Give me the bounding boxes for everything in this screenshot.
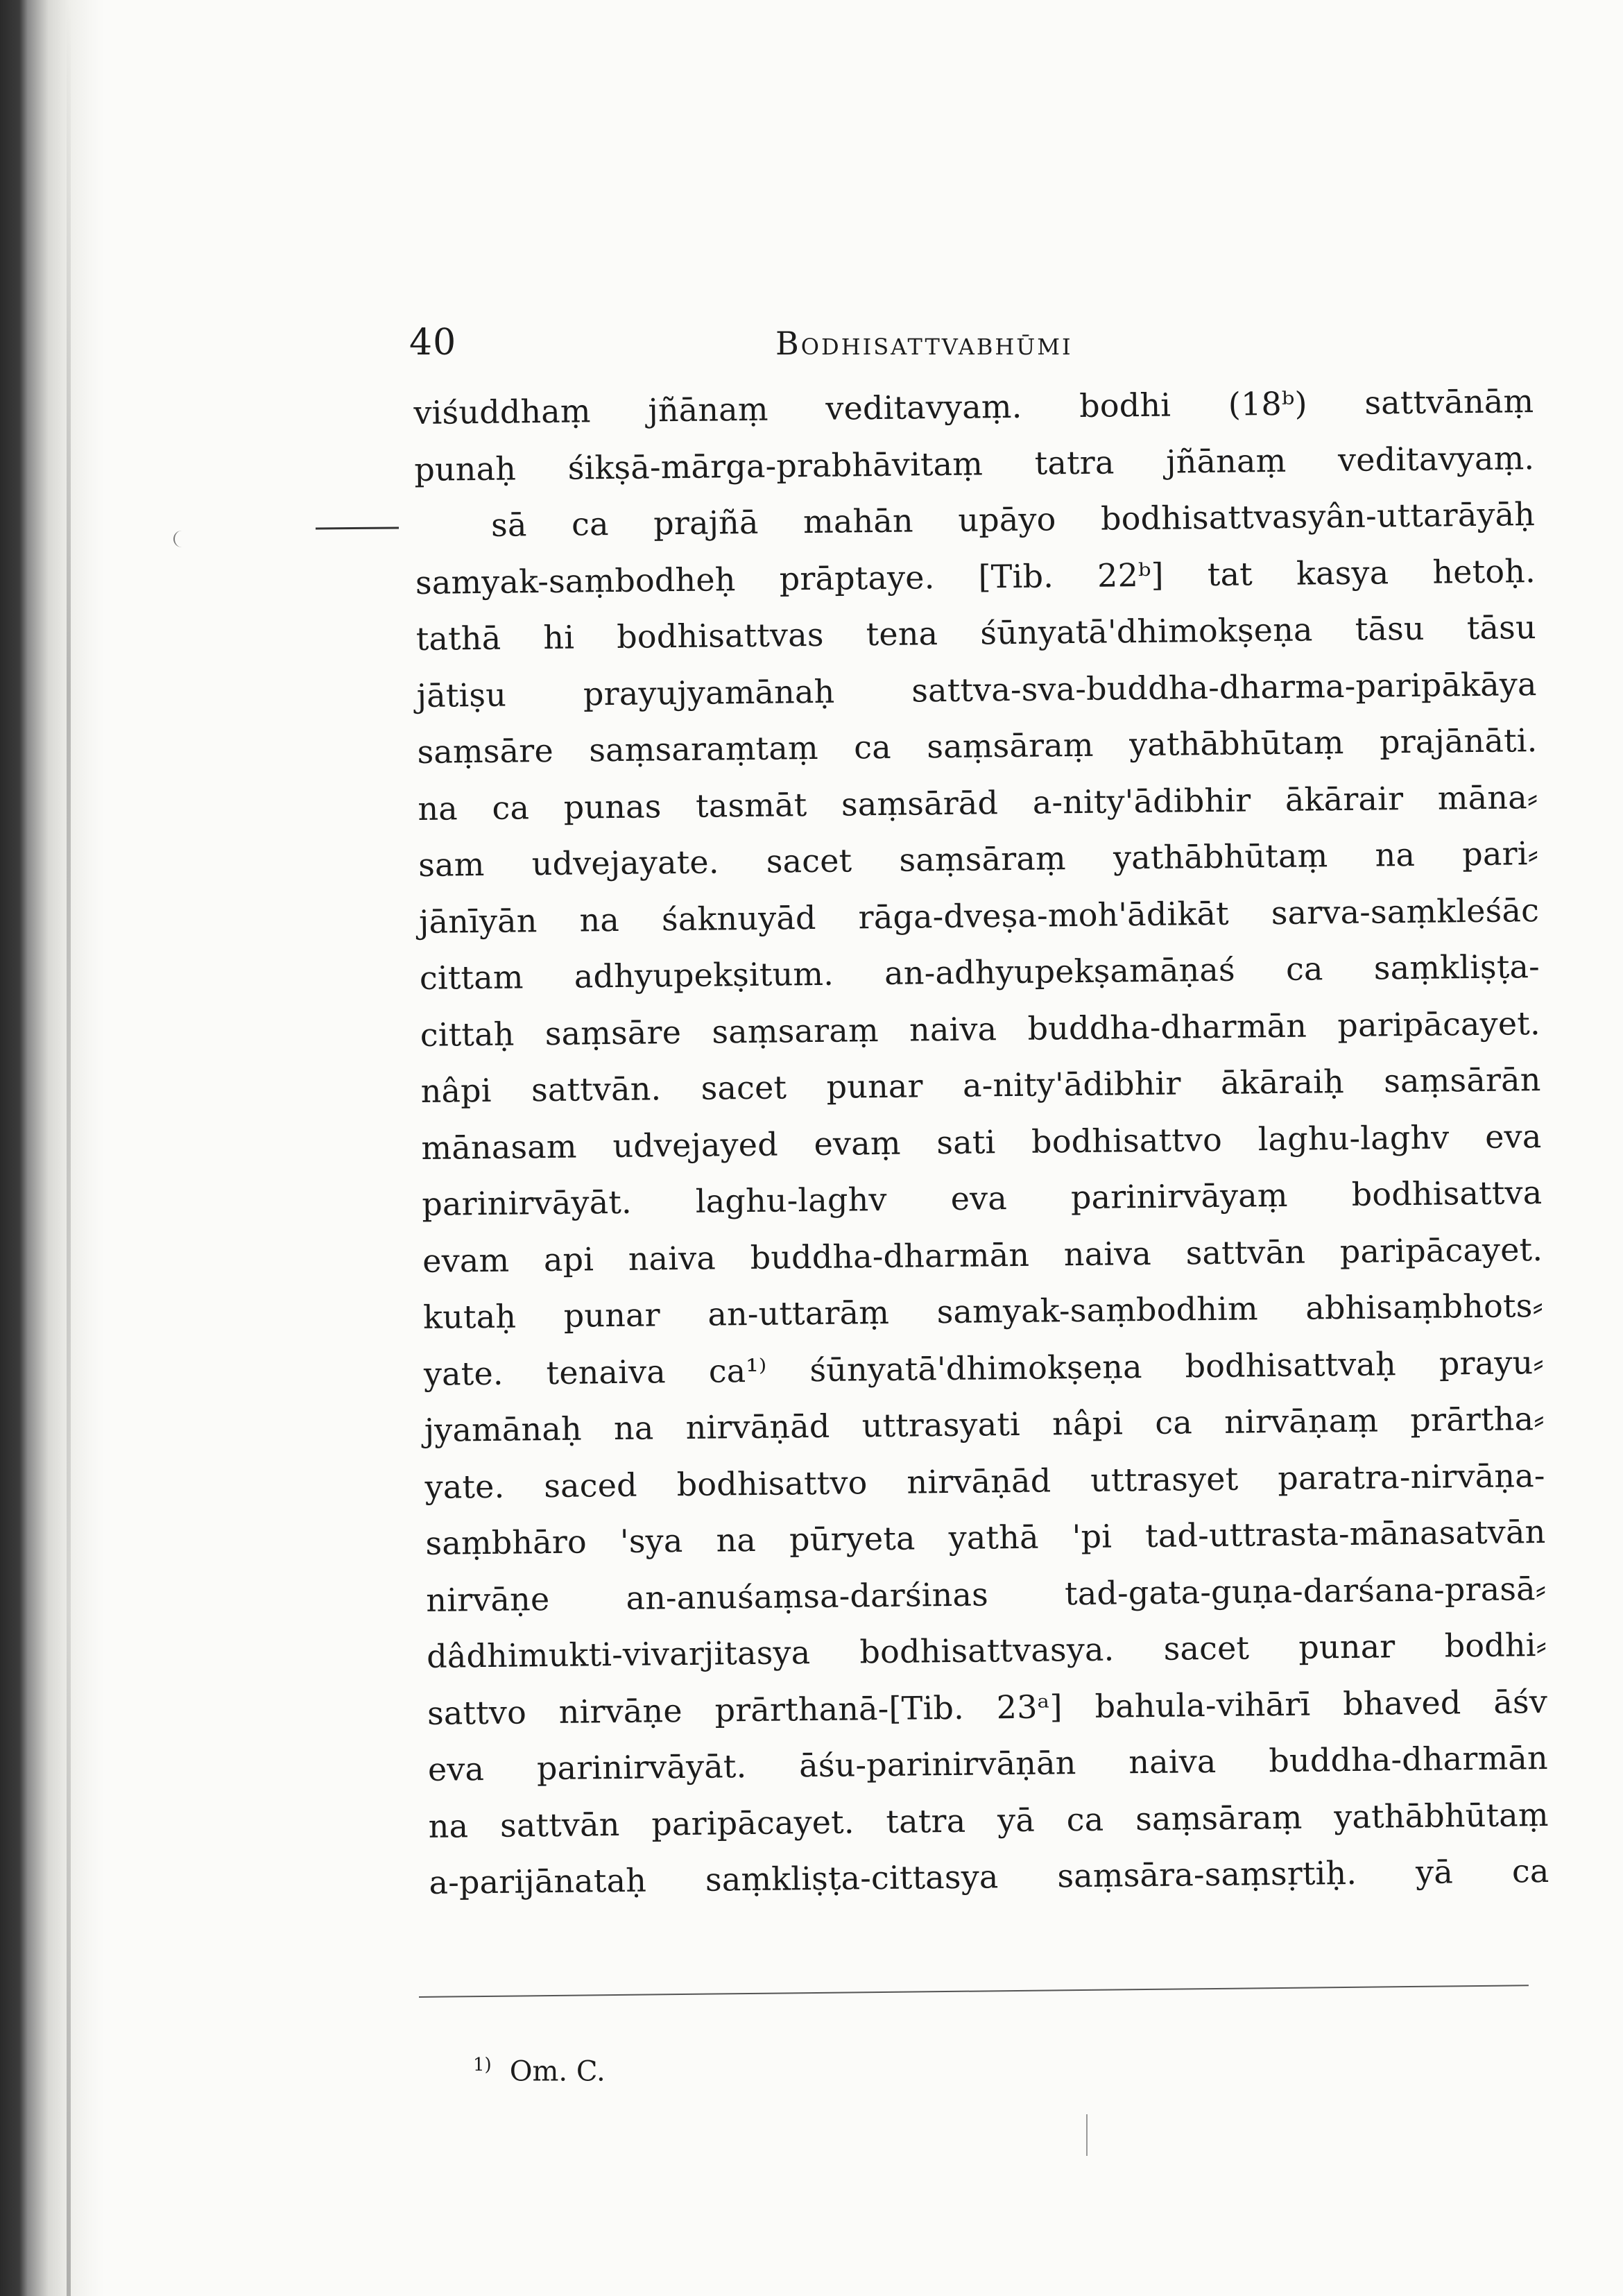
text-line: na sattvān paripācayet. tatra yā ca saṃsāraṃ yathābhūtaṃ bbox=[428, 1795, 1549, 1845]
text-line: dâdhimukti-vivarjitasya bodhisattvasya. sacet punar bodhi⸗ bbox=[426, 1625, 1547, 1675]
text-line: yate. tenaiva ca¹⁾ śūnyatā'dhimokṣeṇa bodhisattvaḥ prayu⸗ bbox=[423, 1343, 1545, 1393]
page-number: 40 bbox=[409, 322, 457, 363]
text-line: sam udvejayate. sacet saṃsāraṃ yathābhūtaṃ na pari⸗ bbox=[418, 834, 1539, 884]
text-line: eva parinirvāyāt. āśu-parinirvāṇān naiva buddha-dharmān bbox=[427, 1738, 1549, 1788]
text-line: cittaḥ saṃsāre saṃsaraṃ naiva buddha-dharmān paripācayet. bbox=[420, 1004, 1541, 1054]
text-line: a-parijānataḥ saṃkliṣṭa-cittasya saṃsāra-saṃsṛtiḥ. yā ca bbox=[429, 1851, 1549, 1901]
footnote-text: Om. C. bbox=[509, 2055, 606, 2088]
running-head-title: Bodhisattvabhūmi bbox=[775, 325, 1073, 362]
text-line: mānasam udvejayed evaṃ sati bodhisattvo laghu-laghv eva bbox=[421, 1117, 1542, 1167]
text-line: nirvāṇe an-anuśaṃsa-darśinas tad-gata-guṇa-darśana-prasā⸗ bbox=[426, 1569, 1547, 1619]
margin-mark bbox=[173, 531, 186, 547]
margin-dash-mark bbox=[316, 526, 399, 529]
text-line: na ca punas tasmāt saṃsārād a-nity'ādibhir ākārair māna⸗ bbox=[418, 778, 1538, 828]
scan-speck bbox=[1086, 2114, 1088, 2156]
text-line: cittam adhyupekṣitum. an-adhyupekṣamāṇaś ca saṃkliṣṭa- bbox=[419, 948, 1540, 997]
text-line: jātiṣu prayujyamānaḥ sattva-sva-buddha-dharma-paripākāya bbox=[416, 665, 1537, 714]
text-line: jānīyān na śaknuyād rāga-dveṣa-moh'ādikāt sarva-saṃkleśāc bbox=[418, 891, 1540, 941]
text-line: saṃsāre saṃsaraṃtaṃ ca saṃsāraṃ yathābhūtaṃ prajānāti. bbox=[417, 721, 1538, 771]
text-line: yate. saced bodhisattvo nirvāṇād uttrasyet paratra-nirvāṇa- bbox=[424, 1456, 1545, 1506]
text-line: parinirvāyāt. laghu-laghv eva parinirvāyaṃ bodhisattva bbox=[422, 1174, 1543, 1223]
footnote bbox=[473, 2055, 606, 2087]
text-line: punaḥ śikṣā-mārga-prabhāvitaṃ tatra jñānaṃ veditavyaṃ. bbox=[413, 438, 1535, 488]
text-line: nâpi sattvān. sacet punar a-nity'ādibhir ākāraiḥ saṃsārān bbox=[420, 1061, 1541, 1110]
body-text bbox=[413, 373, 1549, 1911]
scan-binding-shadow bbox=[0, 0, 104, 2296]
text-line: viśuddhaṃ jñānaṃ veditavyaṃ. bodhi (18ᵇ) sattvānāṃ bbox=[413, 382, 1534, 431]
scan-binding-streak bbox=[67, 0, 71, 2296]
text-line: samyak-saṃbodheḥ prāptaye. [Tib. 22ᵇ] tat kasya hetoḥ. bbox=[415, 551, 1536, 601]
text-line: evam api naiva buddha-dharmān naiva sattvān paripācayet. bbox=[422, 1230, 1543, 1280]
text-line: tathā hi bodhisattvas tena śūnyatā'dhimokṣeṇa tāsu tāsu bbox=[415, 608, 1537, 658]
footnote-divider bbox=[419, 1985, 1529, 1998]
text-line: jyamānaḥ na nirvāṇād uttrasyati nâpi ca nirvāṇaṃ prārtha⸗ bbox=[424, 1400, 1545, 1449]
text-line: kutaḥ punar an-uttarāṃ samyak-saṃbodhim abhisaṃbhots⸗ bbox=[422, 1287, 1544, 1336]
footnote-marker: 1) bbox=[473, 2055, 492, 2075]
text-line: sattvo nirvāṇe prārthanā-[Tib. 23ᵃ] bahula-vihārī bhaved āśv bbox=[427, 1682, 1548, 1732]
text-line: saṃbhāro 'sya na pūryeta yathā 'pi tad-uttrasta-mānasatvān bbox=[425, 1512, 1546, 1562]
text-line: sā ca prajñā mahān upāyo bodhisattvasyân-uttarāyāḥ bbox=[490, 495, 1536, 544]
